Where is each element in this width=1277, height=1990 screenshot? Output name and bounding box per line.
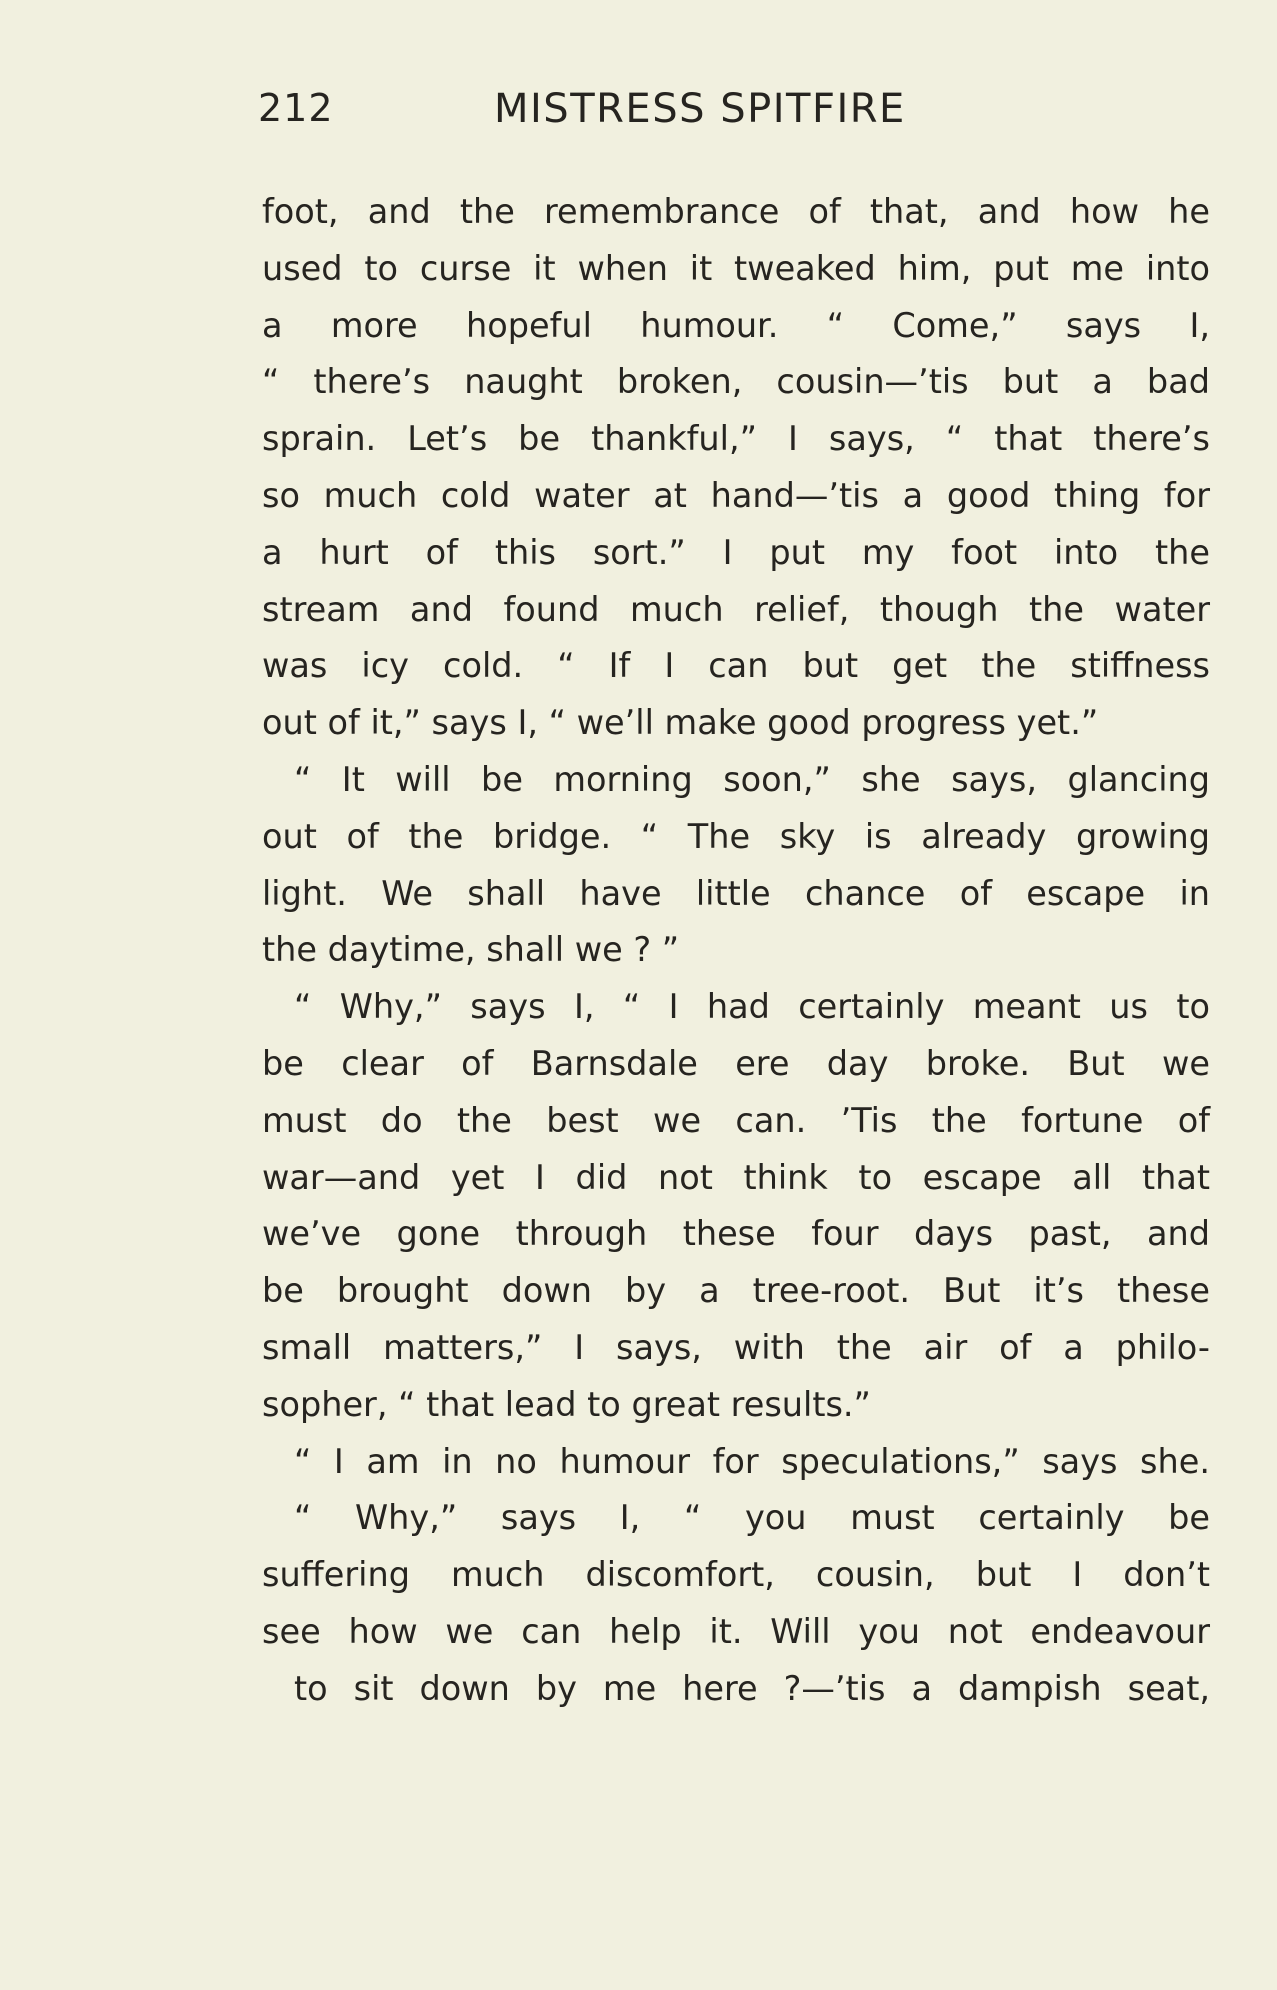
text-line: small matters,” I says, with the air of a philo- [262, 1327, 1210, 1367]
text-line: sprain. Let’s be thankful,” I says, “ that there’s [262, 419, 1210, 459]
text-line: foot, and the remembrance of that, and how he [262, 192, 1210, 231]
text-line: “ Why,” says I, “ you must certainly be [294, 1498, 1210, 1538]
text-line: “ Why,” says I, “ I had certainly meant us to [294, 987, 1210, 1027]
text-line: “ I am in no humour for speculations,” says she. [294, 1441, 1210, 1481]
text-line: used to curse it when it tweaked him, put me into [262, 248, 1210, 288]
text-line: we’ve gone through these four days past, and [262, 1214, 1210, 1254]
text-line: a hurt of this sort.” I put my foot into the [262, 532, 1210, 572]
text-line: “ It will be morning soon,” she says, glancing [294, 759, 1210, 799]
text-line: “ there’s naught broken, cousin—’tis but a bad [262, 362, 1210, 402]
text-line: a more hopeful humour. “ Come,” says I, [262, 305, 1210, 345]
text-line: must do the best we can. ’Tis the fortune of [262, 1100, 1210, 1140]
text-line: to sit down by me here ?—’tis a dampish seat, [294, 1668, 1210, 1708]
body-text [262, 184, 1210, 1718]
running-title: MISTRESS SPITFIRE [494, 86, 906, 132]
text-line: so much cold water at hand—’tis a good thing for [262, 475, 1210, 515]
text-line: be brought down by a tree-root. But it’s these [262, 1271, 1210, 1311]
page-number: 212 [258, 86, 334, 130]
text-line: see how we can help it. Will you not endeavour [262, 1611, 1210, 1651]
text-line: was icy cold. “ If I can but get the stiffness [262, 646, 1210, 686]
text-line: out of it,” says I, “ we’ll make good progress yet.” [262, 703, 1099, 743]
text-line: war—and yet I did not think to escape all that [262, 1157, 1210, 1197]
text-line: the daytime, shall we ? ” [262, 930, 680, 970]
text-line: stream and found much relief, though the water [262, 589, 1210, 629]
text-line: suffering much discomfort, cousin, but I don’t [262, 1555, 1210, 1595]
text-line: sopher, “ that lead to great results.” [262, 1384, 871, 1424]
text-line: out of the bridge. “ The sky is already growing [262, 816, 1210, 856]
page-header [258, 86, 1208, 146]
text-line: light. We shall have little chance of escape in [262, 873, 1210, 913]
text-line: be clear of Barnsdale ere day broke. But we [262, 1043, 1210, 1083]
